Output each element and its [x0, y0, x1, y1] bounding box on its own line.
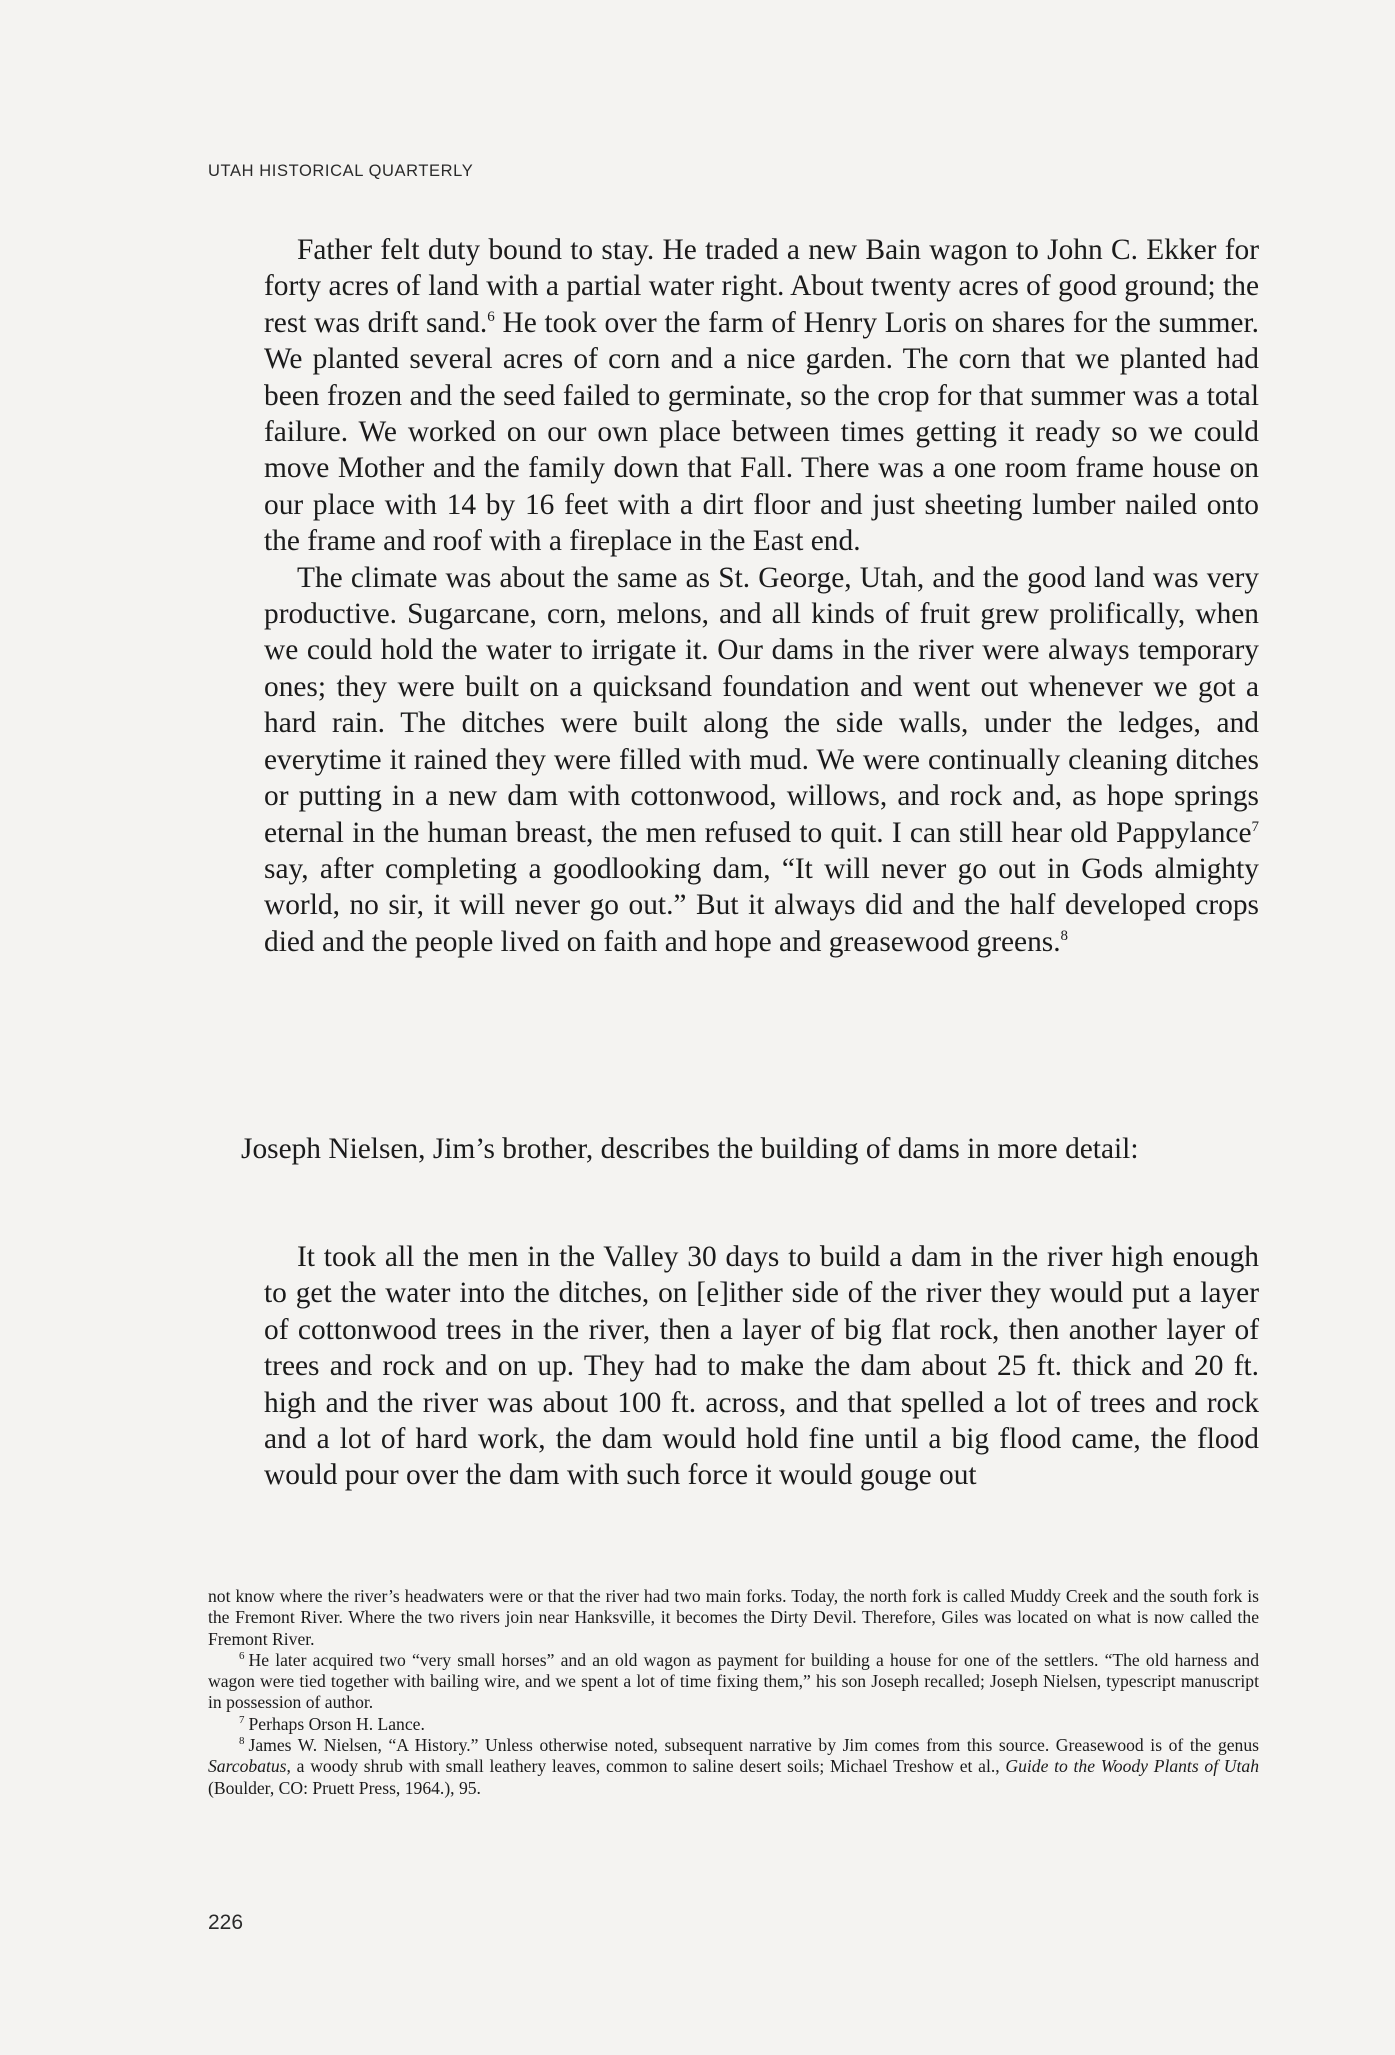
quote-paragraph: It took all the men in the Valley 30 days to build a dam in the river high enough to get the water into the ditches, on [e]ither side of the river they would put a layer of cottonwood trees in the river, then a layer of big flat rock, then another layer of trees and rock and on up. They had to make the dam about 25 ft. thick and 20 ft. high and the river was about 100 ft. across, and that spelled a lot of trees and rock and a lot of hard work, the dam would hold fine until a big flood came, the flood would pour over the dam with such force it would gouge out	[264, 1241, 1259, 1492]
quote-text: He took over the farm of Henry Loris on shares for the summer. We planted several acres of corn and a nice garden. The corn that we planted had been frozen and the seed failed to germinate, so the crop for that summer was a total failure. We worked on our own place between times getting it ready so we could move Mother and the family down that Fall. There was a one room frame house on our place with 14 by 16 feet with a dirt floor and just sheeting lumber nailed onto the frame and roof with a fireplace in the East end.	[264, 306, 1259, 558]
footnote-genus: Sarcobatus	[208, 1756, 287, 1777]
footnote-text: James W. Nielsen, “A History.” Unless otherwise noted, subsequent narrative by Jim comes from this source. Greasewood is of the genus	[248, 1735, 1259, 1756]
footnote-text: (Boulder, CO: Pruett Press, 1964.), 95.	[208, 1777, 481, 1798]
footnote-8	[208, 1735, 1259, 1799]
footnote-text: He later acquired two “very small horses” and an old wagon as payment for building a house for one of the settlers. “The old harness and wagon were tied together with bailing wire, and we spent a lot of time fixing them,” his son Joseph recalled; Joseph Nielsen, typescript manuscript in possession of author.	[208, 1649, 1259, 1713]
footnote-book-title: Guide to the Woody Plants of Utah	[1005, 1756, 1259, 1777]
quote-paragraph	[264, 560, 1259, 960]
footnotes	[208, 1586, 1259, 1799]
footnote-mark: 6	[239, 1650, 245, 1663]
quote-paragraph	[264, 232, 1259, 560]
footnote-6	[208, 1650, 1259, 1714]
footnote-7	[208, 1714, 1259, 1735]
footnote-mark: 8	[239, 1735, 245, 1748]
quote-text: Father felt duty bound to stay. He traded a new Bain wagon to John C. Ekker for forty acres of land with a partial water right. About twenty acres of good ground; the rest was drift sand.	[264, 234, 1259, 339]
page-number: 226	[208, 1911, 244, 1934]
footnote-ref-7[interactable]: 7	[1251, 818, 1259, 835]
quote-text: say, after completing a goodlooking dam, “It will never go out in Gods almighty world, no sir, it will never go out.” But it always did and the half developed crops died and the people lived on faith and hope and greasewood greens.	[264, 852, 1259, 958]
footnote-text: Perhaps Orson H. Lance.	[248, 1713, 425, 1734]
footnote-continued: not know where the river’s headwaters were or that the river had two main forks. Today, the north fork is called Muddy Creek and the south fork is the Fremont River. Where the two rivers join near Hanksville, it becomes the Dirty Devil. Therefore, Giles was located on what is now called the Fremont River.	[208, 1586, 1259, 1649]
footnote-mark: 7	[239, 1713, 245, 1726]
footnote-text: , a woody shrub with small leathery leaves, common to saline desert soils; Michael Treshow et al.,	[286, 1756, 1006, 1777]
block-quote-jim	[264, 232, 1259, 960]
body-paragraph: Joseph Nielsen, Jim’s brother, describes the building of dams in more detail:	[241, 1133, 1139, 1165]
footnote-ref-6[interactable]: 6	[487, 309, 495, 326]
page-header: UTAH HISTORICAL QUARTERLY	[208, 162, 474, 180]
block-quote-joseph	[264, 1239, 1259, 1494]
footnote-ref-8[interactable]: 8	[1060, 927, 1069, 944]
quote-text: The climate was about the same as St. George, Utah, and the good land was very productive. Sugarcane, corn, melons, and all kinds of fruit grew prolifically, when we could hold the water to irrigate it. Our dams in the river were always temporary ones; they were built on a quicksand foundation and went out whenever we got a hard rain. The ditches were built along the side walls, under the ledges, and everytime it rained they were filled with mud. We were continually cleaning ditches or putting in a new dam with cottonwood, willows, and rock and, as hope springs eternal in the human breast, the men refused to quit. I can still hear old Pappylance	[264, 561, 1259, 849]
